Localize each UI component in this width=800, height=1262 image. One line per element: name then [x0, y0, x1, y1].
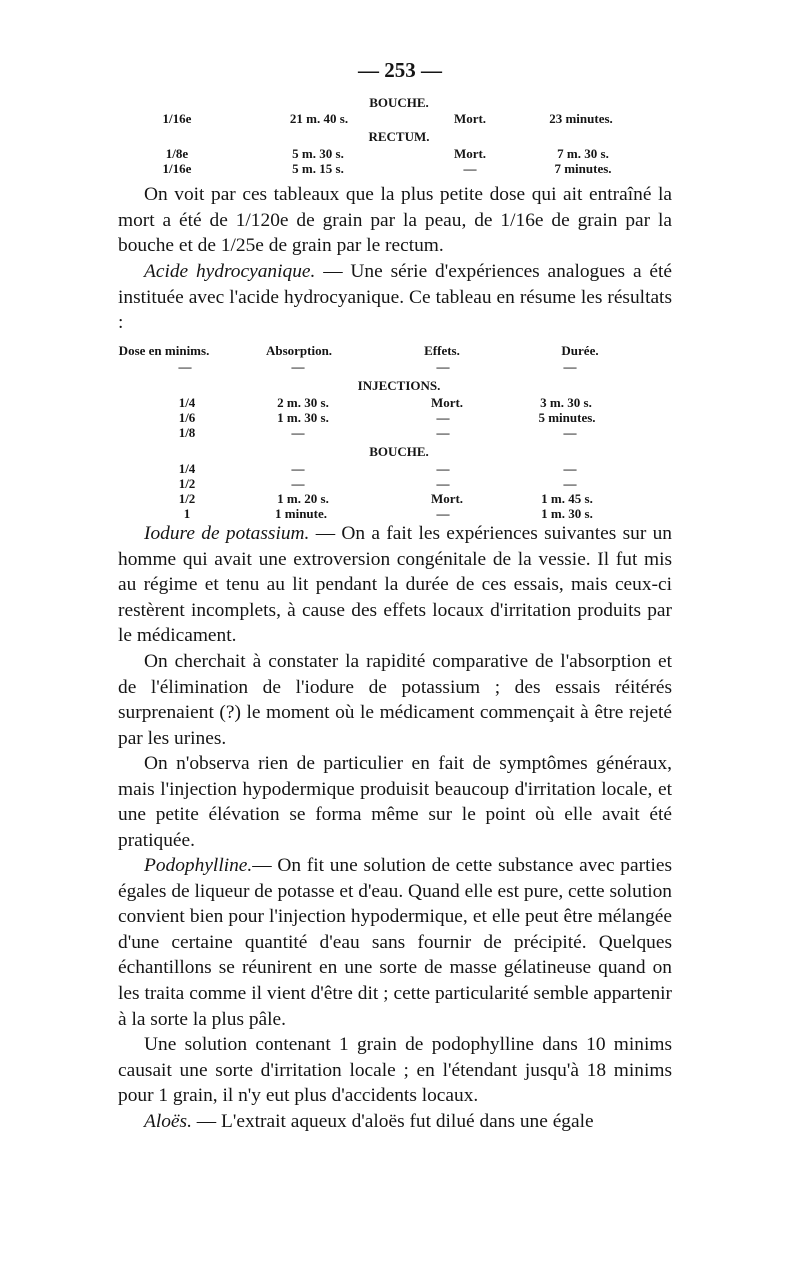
- table2-absorption: 1 minute.: [275, 506, 327, 521]
- paragraph-text: On cherchait à constater la rapidité comparative de l'absorption et de l'élimination de l'iodure de potassium ; des essais réitérés surprenaient (?) le moment où le médicament commençait à être rejeté par les urines.: [118, 651, 672, 749]
- table1-duration: 7 minutes.: [554, 161, 612, 176]
- table2-dose: 1/2: [178, 491, 196, 506]
- paragraph-text: On n'observa rien de particulier en fait de symptômes généraux, mais l'injection hypodermique produisit beaucoup d'irritation locale, et une petite élévation se forma même sur le point où elle avait été pratiquée.: [118, 753, 672, 851]
- table2-absorption: —: [291, 425, 305, 440]
- table2-dose: 1/4: [178, 461, 196, 476]
- table2-header-dose: Dose en minims.: [118, 343, 210, 358]
- table2-effect: Mort.: [430, 395, 464, 410]
- table2-effect: —: [436, 425, 450, 440]
- table2-header-effect: Effets.: [424, 343, 460, 358]
- table2-header-duration: Durée.: [561, 343, 599, 358]
- table2-header-rule: —: [563, 359, 577, 374]
- paragraph-absorption: [118, 649, 672, 751]
- table1-dose: 1/16e: [162, 111, 192, 126]
- table1-dose: 1/16e: [162, 161, 192, 176]
- table2-effect: —: [436, 476, 450, 491]
- paragraph-aloes: [118, 1109, 672, 1135]
- paragraph-iodure-de-potassium: [118, 521, 672, 649]
- table2-absorption: 1 m. 30 s.: [277, 410, 329, 425]
- section-title: Acide hydrocyanique.: [144, 261, 316, 282]
- table2-duration: —: [563, 476, 577, 491]
- table2-effect: —: [436, 410, 450, 425]
- table2-dose: 1/2: [178, 476, 196, 491]
- table1-absorption: 5 m. 15 s.: [292, 161, 344, 176]
- table2-absorption: 2 m. 30 s.: [277, 395, 329, 410]
- table2-header-rule: —: [291, 359, 305, 374]
- table2-dose: 1/8: [178, 425, 196, 440]
- table2-duration: —: [563, 461, 577, 476]
- paragraph-text: Une solution contenant 1 grain de podophylline dans 10 minims causait une sorte d'irritation locale ; en l'étendant jusqu'à 18 minims pour 1 grain, il n'y eut plus d'accidents locaux.: [118, 1034, 672, 1107]
- section-title: Aloës.: [144, 1111, 192, 1132]
- table2-duration: —: [563, 425, 577, 440]
- paragraph-text: — On fit une solution de cette substance avec parties égales de liqueur de potasse et d'eau. Quand elle est pure, cette solution convient bien pour l'injection hypodermique, et elle peut être mélangée d'une certaine quantité d'eau sans fournir de précipité. Quelques échantillons se réunirent en une sorte de masse gélatineuse quand on les traita comme il vient d'être dit ; cette particularité semble appartenir à la sorte la plus pâle.: [118, 855, 672, 1030]
- paragraph-text: On voit par ces tableaux que la plus petite dose qui ait entraîné la mort a été de 1/120e de grain par la peau, de 1/16e de grain par la bouche et de 1/25e de grain par le rectum.: [118, 184, 672, 257]
- table1-heading-bouche: BOUCHE.: [369, 95, 429, 110]
- table2-heading-injections: INJECTIONS.: [357, 378, 441, 393]
- paragraph-text: — On a fait les expériences suivantes sur un homme qui avait une extroversion congénitale de la vessie. Il fut mis au régime et tenu au lit pendant la durée de ces essais, mais ceux-ci restèrent incomplets, à cause des effets locaux d'irritation produits par le médicament.: [118, 523, 672, 647]
- table2-duration: 3 m. 30 s.: [540, 395, 592, 410]
- table2-duration: 1 m. 45 s.: [541, 491, 593, 506]
- table2-absorption: 1 m. 20 s.: [277, 491, 329, 506]
- table1-duration: 7 m. 30 s.: [557, 146, 609, 161]
- table2-effect: Mort.: [430, 491, 464, 506]
- table2-heading-bouche: BOUCHE.: [369, 444, 429, 459]
- table2-dose: 1/6: [178, 410, 196, 425]
- table1-absorption: 21 m. 40 s.: [289, 111, 349, 126]
- paragraph-text: — L'extrait aqueux d'aloës fut dilué dans une égale: [191, 1111, 594, 1132]
- table1-dose: 1/8e: [165, 146, 189, 161]
- table1-duration: 23 minutes.: [549, 111, 613, 126]
- table2-header-rule: —: [436, 359, 450, 374]
- table1-effect: Mort.: [453, 146, 487, 161]
- paragraph-podophylline: [118, 853, 672, 1032]
- table2-dose: 1/4: [178, 395, 196, 410]
- table2-effect: —: [436, 506, 450, 521]
- section-title: Podophylline.: [144, 855, 253, 876]
- table1-heading-rectum: RECTUM.: [368, 129, 430, 144]
- table1-effect: —: [463, 161, 477, 176]
- paragraph-acide-hydrocyanique: [118, 259, 672, 336]
- paragraph-symptomes: [118, 751, 672, 853]
- table2-duration: 1 m. 30 s.: [541, 506, 593, 521]
- table2-duration: 5 minutes.: [538, 410, 596, 425]
- table2-absorption: —: [291, 476, 305, 491]
- table2-header-absorption: Absorption.: [265, 343, 333, 358]
- page-number: — 253 —: [358, 58, 442, 82]
- table2-absorption: —: [291, 461, 305, 476]
- paragraph-conclusion: [118, 182, 672, 259]
- paragraph-solution: [118, 1032, 672, 1109]
- table1-effect: Mort.: [453, 111, 487, 126]
- table2-effect: —: [436, 461, 450, 476]
- paragraph-text: — Une série d'expériences analogues a été instituée avec l'acide hydrocyanique. Ce tableau en résume les résultats :: [118, 261, 672, 334]
- table1-absorption: 5 m. 30 s.: [292, 146, 344, 161]
- section-title: Iodure de potassium.: [144, 523, 310, 544]
- table2-header-rule: —: [178, 359, 192, 374]
- table2-dose: 1: [183, 506, 191, 521]
